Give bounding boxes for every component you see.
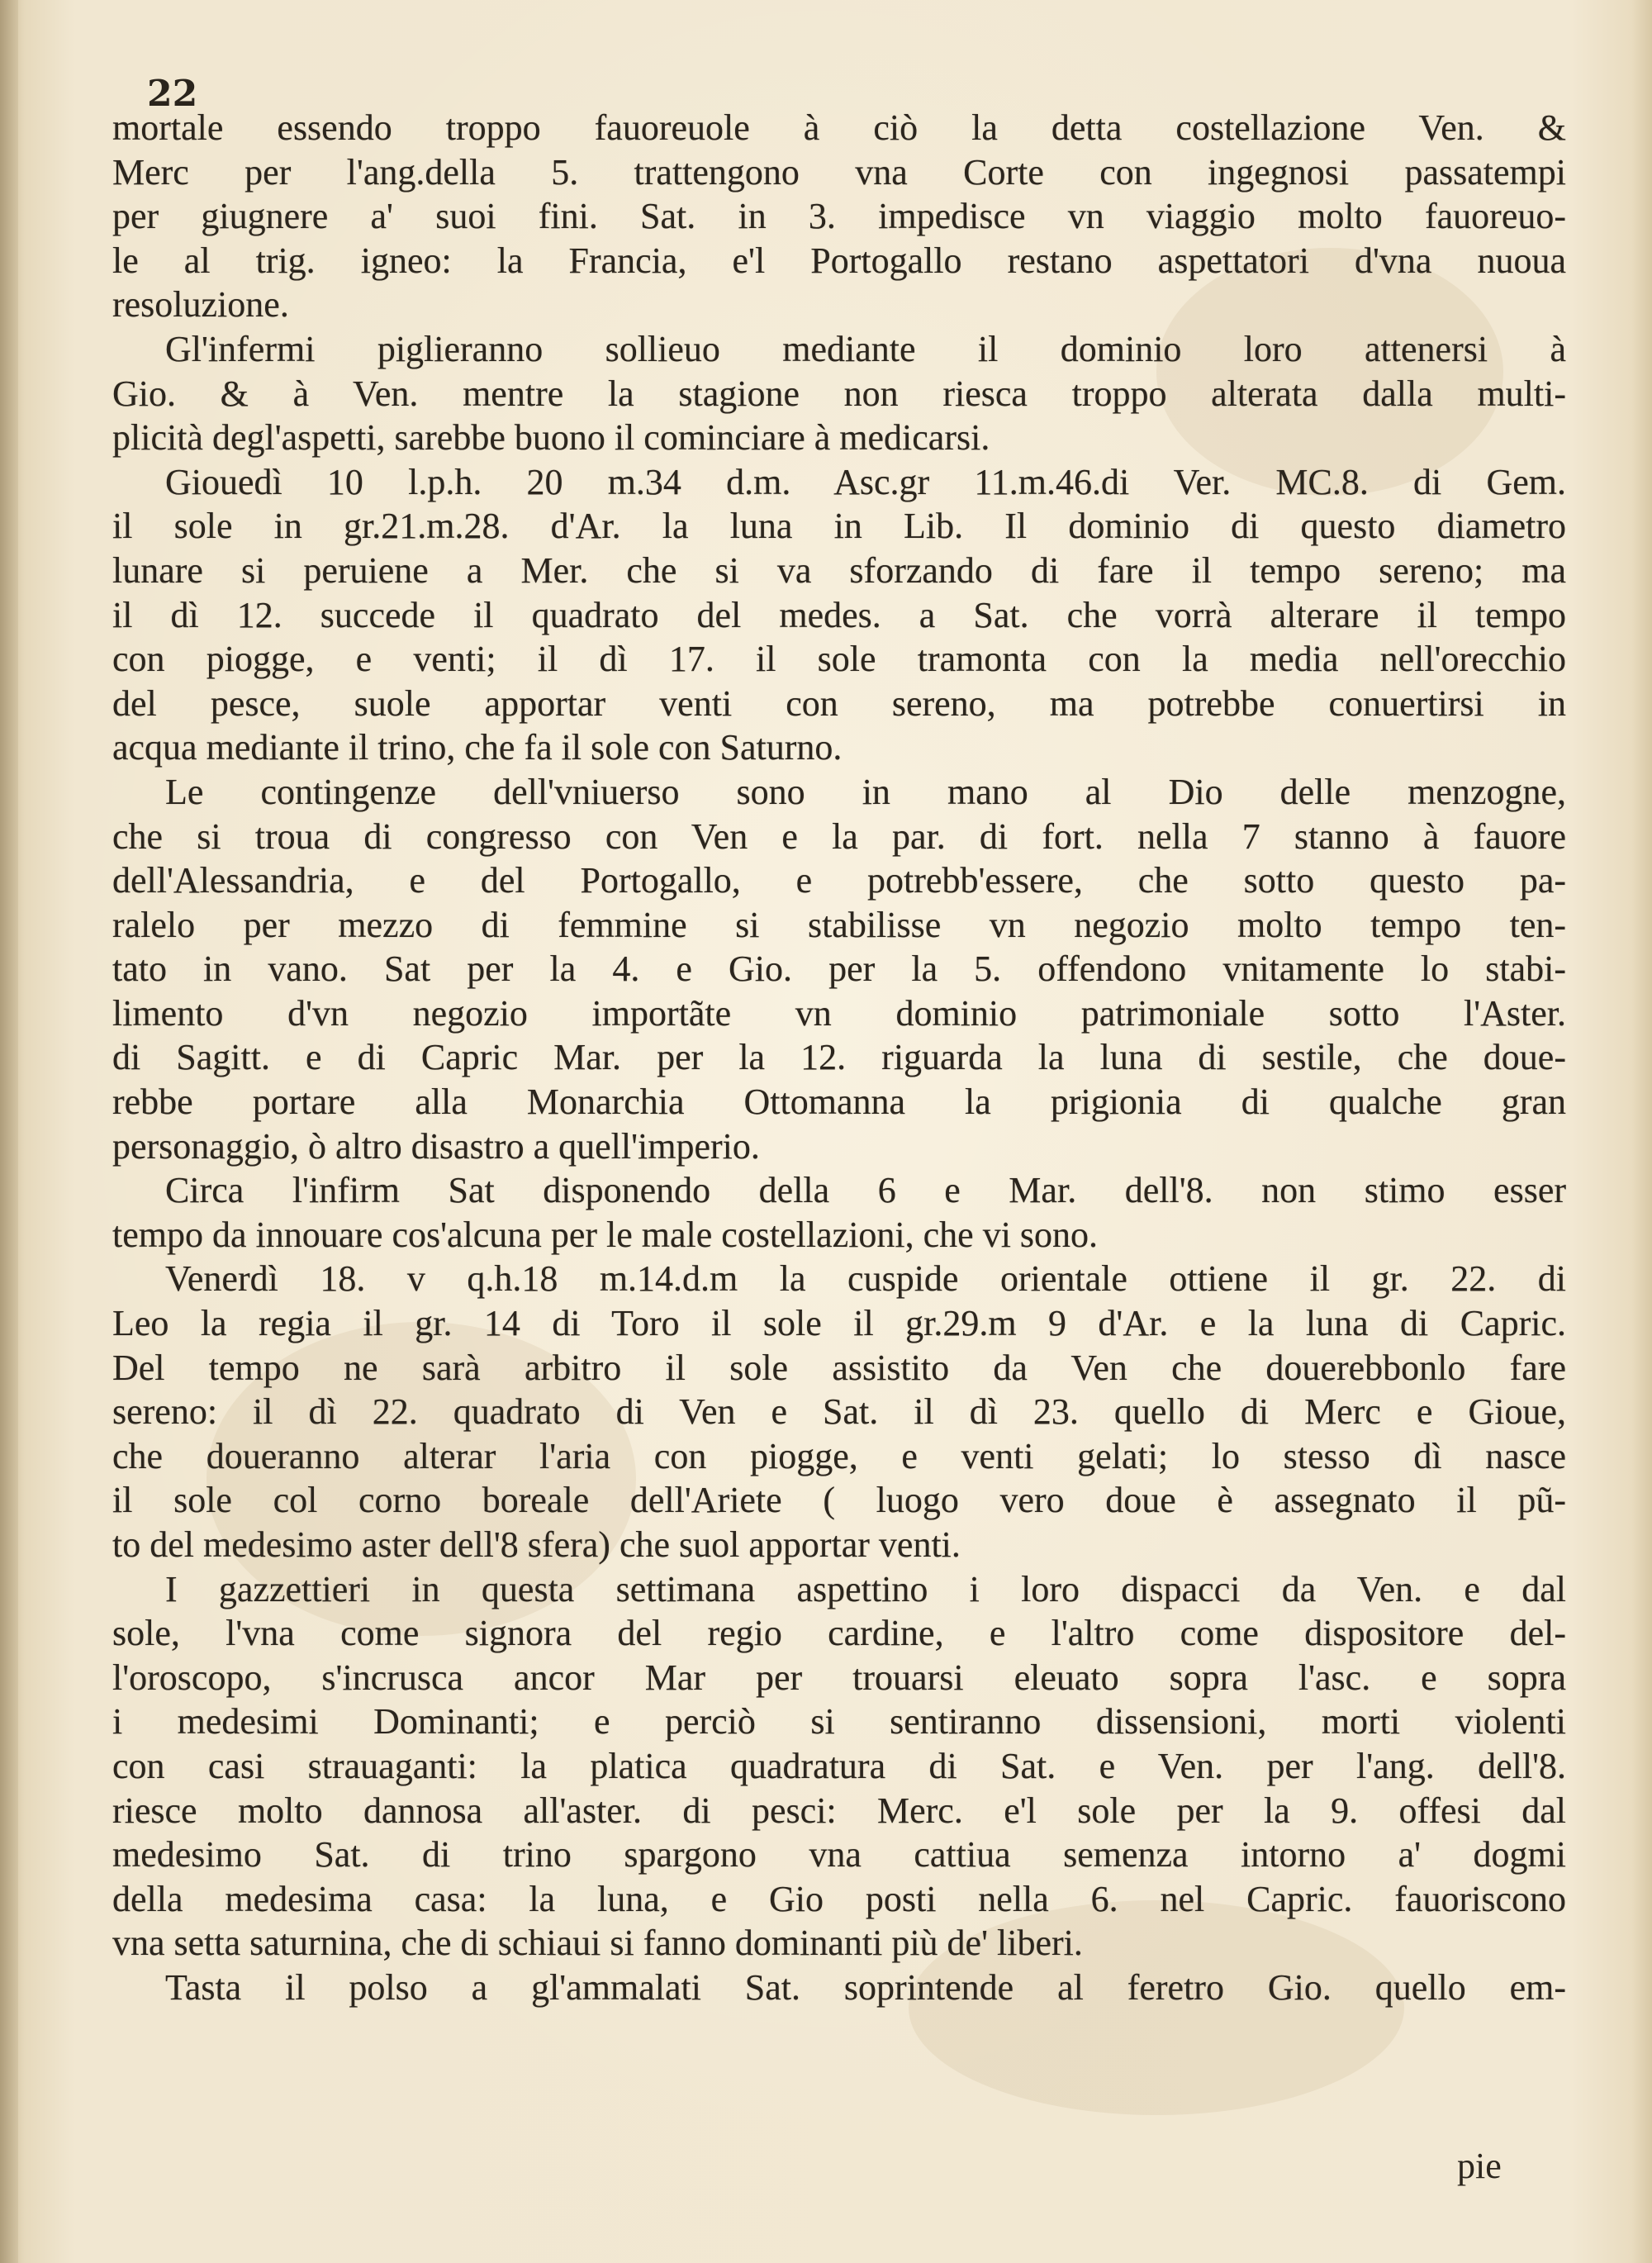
text-line: che doueranno alterar l'aria con piogge, e venti gelati; lo stesso dì nasce (112, 1435, 1566, 1476)
text-line: Leo la regia il gr. 14 di Toro il sole il gr.29.m 9 d'Ar. e la luna di Capric. (112, 1303, 1566, 1344)
text-line: acqua mediante il trino, che fa il sole con Saturno. (112, 727, 843, 768)
body-text (112, 106, 1566, 2010)
text-line: i medesimi Dominanti; e perciò si sentiranno dissensioni, morti violenti (112, 1701, 1566, 1742)
text-line: Gio. & à Ven. mentre la stagione non riesca troppo alterata dalla multi- (112, 373, 1566, 414)
text-line: vna setta saturnina, che di schiaui si fanno dominanti più de' liberi. (112, 1923, 1083, 1964)
text-line: sole, l'vna come signora del regio cardine, e l'altro come dispositore del- (112, 1613, 1566, 1654)
text-line: ralelo per mezzo di femmine si stabilisse vn negozio molto tempo ten- (112, 904, 1566, 945)
text-line: il dì 12. succede il quadrato del medes. a Sat. che vorrà alterare il tempo (112, 594, 1566, 635)
text-line: resoluzione. (112, 284, 289, 326)
text-line: plicità degl'aspetti, sarebbe buono il cominciare à medicarsi. (112, 417, 990, 459)
text-line: dell'Alessandria, e del Portogallo, e potrebb'essere, che sotto questo pa- (112, 860, 1566, 901)
text-line: Venerdì 18. v q.h.18 m.14.d.m la cuspide orientale ottiene il gr. 22. di (165, 1258, 1566, 1300)
text-line: sereno: il dì 22. quadrato di Ven e Sat. il dì 23. quello di Merc e Gioue, (112, 1391, 1566, 1433)
text-line: Circa l'infirm Sat disponendo della 6 e Mar. dell'8. non stimo esser (165, 1170, 1566, 1211)
text-line: di Sagitt. e di Capric Mar. per la 12. riguarda la luna di sestile, che doue- (112, 1037, 1566, 1078)
text-line: le al trig. igneo: la Francia, e'l Portogallo restano aspettatori d'vna nuoua (112, 240, 1566, 281)
text-line: Gl'infermi piglieranno sollieuo mediante il dominio loro attenersi à (165, 328, 1566, 369)
text-line: con piogge, e venti; il dì 17. il sole tramonta con la media nell'orecchio (112, 639, 1566, 680)
binding-gutter (0, 0, 18, 2263)
text-line: con casi strauaganti: la platica quadratura di Sat. e Ven. per l'ang. dell'8. (112, 1745, 1566, 1786)
page-number: 22 (147, 73, 198, 115)
text-line: Le contingenze dell'vniuerso sono in mano al Dio delle menzogne, (165, 771, 1566, 812)
catchword: pie (1457, 2146, 1502, 2186)
text-line: del pesce, suole apportar venti con sereno, ma potrebbe conuertirsi in (112, 682, 1566, 724)
text-line: to del medesimo aster dell'8 sfera) che suol apportar venti. (112, 1524, 961, 1565)
text-line: medesimo Sat. di trino spargono vna cattiua semenza intorno a' dogmi (112, 1834, 1566, 1876)
text-line: personaggio, ò altro disastro a quell'imperio. (112, 1125, 760, 1167)
text-line: I gazzettieri in questa settimana aspettino i loro dispacci da Ven. e dal (165, 1568, 1566, 1609)
text-line: Giouedì 10 l.p.h. 20 m.34 d.m. Asc.gr 11.m.46.di Ver. MC.8. di Gem. (165, 461, 1566, 502)
text-line: lunare si peruiene a Mer. che si va sforzando di fare il tempo sereno; ma (112, 549, 1566, 591)
text-line: Merc per l'ang.della 5. trattengono vna Corte con ingegnosi passatempi (112, 151, 1566, 193)
text-line: rebbe portare alla Monarchia Ottomanna la prigionia di qualche gran (112, 1082, 1566, 1123)
text-line: mortale essendo troppo fauoreuole à ciò la detta costellazione Ven. & (112, 107, 1566, 148)
text-line: Tasta il polso a gl'ammalati Sat. soprintende al feretro Gio. quello em- (165, 1966, 1566, 2008)
text-line: che si troua di congresso con Ven e la par. di fort. nella 7 stanno à fauore (112, 815, 1566, 857)
text-line: tato in vano. Sat per la 4. e Gio. per la 5. offendono vnitamente lo stabi- (112, 948, 1566, 990)
text-line: riesce molto dannosa all'aster. di pesci: Merc. e'l sole per la 9. offesi dal (112, 1790, 1566, 1831)
text-line: il sole col corno boreale dell'Ariete ( luogo vero doue è assegnato il pũ- (112, 1480, 1566, 1521)
text-line: tempo da innouare cos'alcuna per le male costellazioni, che vi sono. (112, 1214, 1099, 1255)
text-line: Del tempo ne sarà arbitro il sole assistito da Ven che douerebbonlo fare (112, 1347, 1566, 1388)
text-line: per giugnere a' suoi fini. Sat. in 3. impedisce vn viaggio molto fauoreuo- (112, 196, 1566, 237)
text-line: limento d'vn negozio importãte vn dominio patrimoniale sotto l'Aster. (112, 992, 1566, 1034)
text-line: il sole in gr.21.m.28. d'Ar. la luna in Lib. Il dominio di questo diametro (112, 506, 1566, 547)
text-line: della medesima casa: la luna, e Gio posti nella 6. nel Capric. fauoriscono (112, 1878, 1566, 1919)
text-line: l'oroscopo, s'incrusca ancor Mar per trouarsi eleuato sopra l'asc. e sopra (112, 1657, 1566, 1698)
